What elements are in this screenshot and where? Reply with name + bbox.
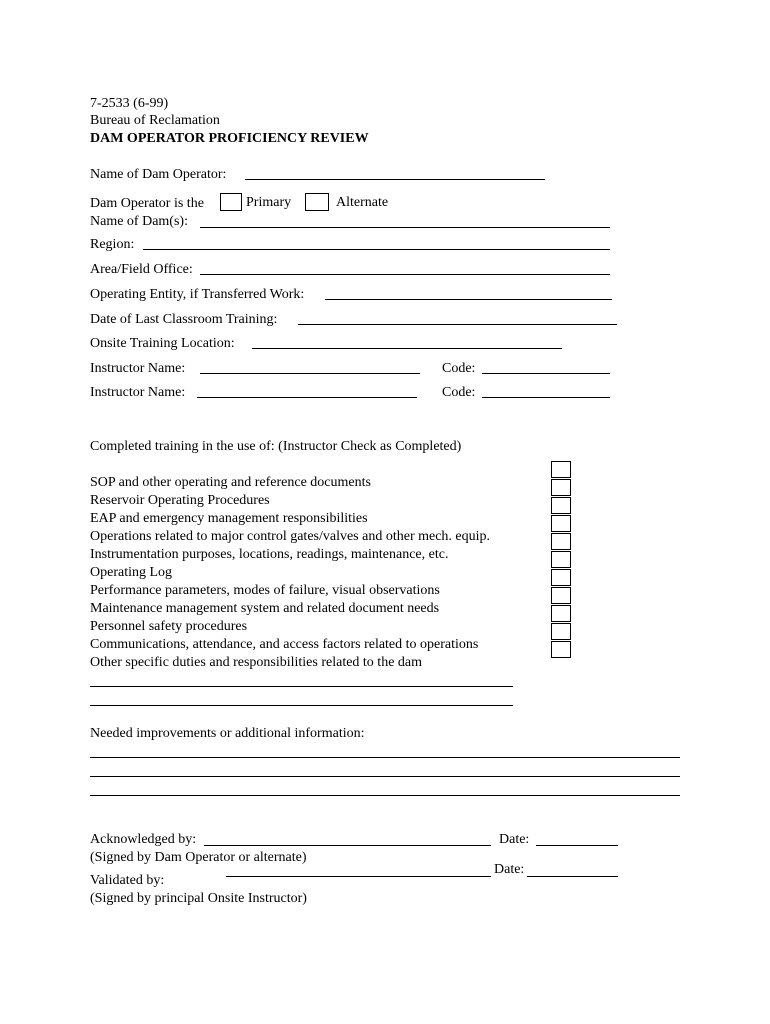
code-1-field[interactable] — [482, 373, 610, 374]
acknowledged-date-label: Date: — [499, 832, 530, 847]
onsite-location-label: Onsite Training Location: — [90, 336, 235, 351]
improvements-line-1[interactable] — [90, 757, 680, 758]
bureau-name: Bureau of Reclamation — [90, 113, 220, 128]
improvements-line-2[interactable] — [90, 776, 680, 777]
training-checkbox[interactable] — [551, 479, 571, 496]
area-office-label: Area/Field Office: — [90, 262, 193, 277]
primary-checkbox[interactable] — [220, 193, 242, 211]
acknowledged-date-field[interactable] — [536, 845, 618, 846]
instructor-1-field[interactable] — [200, 373, 420, 374]
last-training-label: Date of Last Classroom Training: — [90, 312, 278, 327]
training-checkbox[interactable] — [551, 551, 571, 568]
other-duties-line-2[interactable] — [90, 705, 513, 706]
dam-names-field[interactable] — [200, 227, 610, 228]
instructor-2-field[interactable] — [197, 397, 417, 398]
role-label: Dam Operator is the — [90, 196, 204, 211]
alternate-label: Alternate — [336, 195, 389, 210]
form-title: DAM OPERATOR PROFICIENCY REVIEW — [90, 131, 369, 146]
code-2-label: Code: — [442, 385, 476, 400]
training-item: Instrumentation purposes, locations, readings, maintenance, etc. — [90, 547, 449, 562]
improvements-line-3[interactable] — [90, 795, 680, 796]
acknowledged-signature-field[interactable] — [204, 845, 491, 846]
area-office-field[interactable] — [200, 274, 610, 275]
operating-entity-field[interactable] — [325, 299, 612, 300]
training-item: Other specific duties and responsibilities related to the dam — [90, 655, 423, 670]
last-training-field[interactable] — [298, 324, 617, 325]
region-field[interactable] — [143, 249, 610, 250]
operator-name-field[interactable] — [245, 179, 545, 180]
instructor-1-label: Instructor Name: — [90, 361, 186, 376]
dam-names-label: Name of Dam(s): — [90, 214, 188, 229]
operating-entity-label: Operating Entity, if Transferred Work: — [90, 287, 305, 302]
training-checkbox[interactable] — [551, 461, 571, 478]
operator-signature-note: (Signed by Dam Operator or alternate) — [90, 850, 307, 865]
training-item: Operations related to major control gates/valves and other mech. equip. — [90, 529, 491, 544]
validated-label: Validated by: — [90, 873, 165, 888]
training-checkbox[interactable] — [551, 623, 571, 640]
training-item: Personnel safety procedures — [90, 619, 248, 634]
code-1-label: Code: — [442, 361, 476, 376]
validated-date-label: Date: — [494, 862, 525, 877]
training-checkbox[interactable] — [551, 605, 571, 622]
training-checkbox[interactable] — [551, 641, 571, 658]
training-item: EAP and emergency management responsibilities — [90, 511, 368, 526]
training-item: SOP and other operating and reference documents — [90, 475, 371, 490]
training-checkbox[interactable] — [551, 497, 571, 514]
alternate-checkbox[interactable] — [305, 193, 329, 211]
acknowledged-label: Acknowledged by: — [90, 832, 197, 847]
training-checkbox[interactable] — [551, 533, 571, 550]
validated-date-field[interactable] — [527, 876, 618, 877]
primary-label: Primary — [246, 195, 292, 210]
code-2-field[interactable] — [482, 397, 610, 398]
form-number: 7-2533 (6-99) — [90, 96, 169, 111]
instructor-2-label: Instructor Name: — [90, 385, 186, 400]
operator-name-label: Name of Dam Operator: — [90, 167, 227, 182]
training-checkbox[interactable] — [551, 569, 571, 586]
training-item: Communications, attendance, and access factors related to operations — [90, 637, 479, 652]
training-item: Performance parameters, modes of failure, visual observations — [90, 583, 440, 598]
training-item: Reservoir Operating Procedures — [90, 493, 270, 508]
training-item: Maintenance management system and related document needs — [90, 601, 440, 616]
onsite-location-field[interactable] — [252, 348, 562, 349]
instructor-signature-note: (Signed by principal Onsite Instructor) — [90, 891, 307, 906]
region-label: Region: — [90, 237, 135, 252]
training-checkbox[interactable] — [551, 515, 571, 532]
training-heading: Completed training in the use of: (Instructor Check as Completed) — [90, 439, 462, 454]
validated-signature-field[interactable] — [226, 876, 491, 877]
training-checkbox[interactable] — [551, 587, 571, 604]
other-duties-line-1[interactable] — [90, 686, 513, 687]
training-item: Operating Log — [90, 565, 173, 580]
improvements-label: Needed improvements or additional information: — [90, 726, 365, 741]
